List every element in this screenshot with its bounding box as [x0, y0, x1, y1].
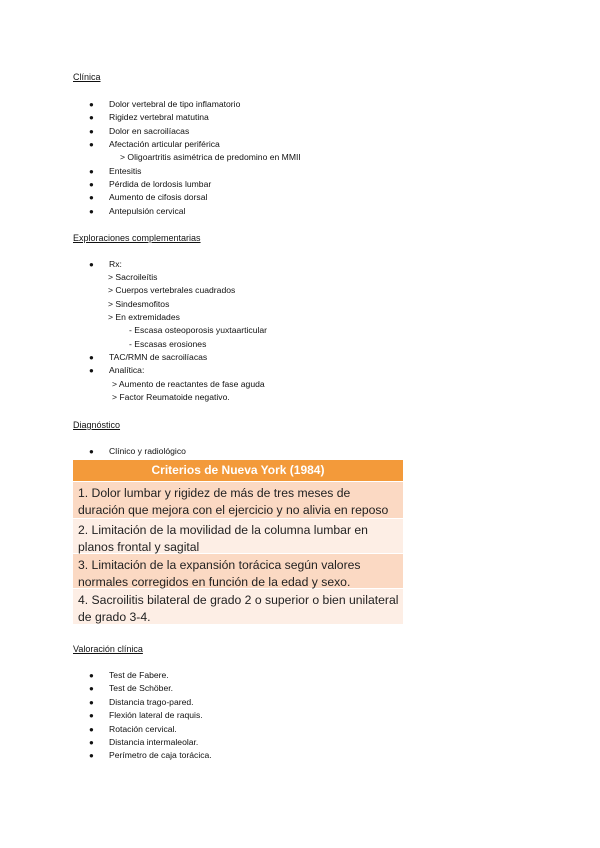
list-item: ● Analítica:: [0, 364, 207, 377]
bullet-icon: ●: [89, 179, 94, 189]
heading-exploraciones: Exploraciones complementarias: [73, 233, 201, 243]
clinica-list-cont: [0, 165, 211, 219]
list-item: ● Distancia intermaleolar.: [0, 736, 212, 749]
bullet-icon: ●: [89, 353, 94, 362]
bullet-icon: ●: [89, 447, 94, 456]
bullet-icon: ●: [89, 737, 94, 747]
list-item: ● Test de Fabere.: [0, 669, 212, 682]
bullet-icon: ●: [89, 711, 94, 721]
criteria-row: 1. Dolor lumbar y rigidez de más de tres meses de duración que mejora con el ejercicio y no alivia en reposo: [73, 481, 403, 518]
exploraciones-list: [0, 351, 207, 378]
criteria-row: 3. Limitación de la expansión torácica según valores normales corregidos en función de la edad y sexo.: [73, 553, 403, 588]
list-item: ● Flexión lateral de raquis.: [0, 709, 212, 722]
list-item: ● Aumento de cifosis dorsal: [0, 191, 211, 204]
sub-item-oligoartritis: > Oligoartritis asimétrica de predomino en MMII: [120, 152, 301, 162]
sub-item-sacroileitis: > Sacroileítis: [108, 272, 158, 282]
sub-item-reactantes: > Aumento de reactantes de fase aguda: [112, 379, 265, 389]
sub-item-factor-reumatoide: > Factor Reumatoide negativo.: [112, 392, 230, 403]
sub-item-cuerpos: > Cuerpos vertebrales cuadrados: [108, 285, 236, 296]
sub-sub-item-osteoporosis: - Escasa osteoporosis yuxtaarticular: [129, 325, 268, 336]
criteria-table: [73, 460, 403, 624]
bullet-icon: ●: [89, 140, 94, 150]
bullet-icon: ●: [89, 126, 94, 136]
bullet-icon: ●: [89, 697, 94, 707]
bullet-icon: ●: [89, 166, 94, 176]
list-item: ● TAC/RMN de sacroilíacas: [0, 351, 207, 364]
bullet-icon: ●: [89, 260, 94, 269]
clinica-list: [0, 98, 240, 152]
bullet-icon: ●: [89, 671, 94, 680]
bullet-icon: ●: [89, 366, 94, 376]
list-item: ● Rotación cervical.: [0, 723, 212, 736]
bullet-icon: ●: [89, 724, 94, 734]
list-item: ● Pérdida de lordosis lumbar: [0, 178, 211, 191]
list-item: ● Distancia trago-pared.: [0, 696, 212, 709]
list-item: ● Rx:: [0, 258, 122, 271]
bullet-icon: ●: [89, 193, 94, 203]
criteria-table-title: Criterios de Nueva York (1984): [73, 460, 403, 481]
list-item: ● Dolor vertebral de tipo inflamatorio: [0, 98, 240, 111]
criteria-row: 2. Limitación de la movilidad de la columna lumbar en planos frontal y sagital: [73, 518, 403, 553]
criteria-row: 4. Sacroilitis bilateral de grado 2 o superior o bien unilateral de grado 3-4.: [73, 588, 403, 624]
bullet-icon: ●: [89, 751, 94, 761]
diagnostico-list: [0, 445, 186, 458]
bullet-icon: ●: [89, 100, 94, 109]
bullet-icon: ●: [89, 684, 94, 694]
list-item: ● Test de Schöber.: [0, 682, 212, 695]
heading-diagnostico: Diagnóstico: [73, 420, 121, 430]
list-item: ● Afectación articular periférica: [0, 138, 240, 151]
bullet-icon: ●: [89, 113, 94, 123]
list-item: ● Entesitis: [0, 165, 211, 178]
list-item: ● Antepulsión cervical: [0, 205, 211, 218]
exploraciones-rx: [0, 258, 122, 271]
heading-valoracion: Valoración clínica: [73, 644, 143, 654]
list-item: ● Clínico y radiológico: [0, 445, 186, 458]
list-item: ● Perímetro de caja torácica.: [0, 749, 212, 762]
heading-clinica: Clínica: [73, 72, 101, 82]
bullet-icon: ●: [89, 206, 94, 216]
list-item: ● Dolor en sacroilíacas: [0, 125, 240, 138]
valoracion-list: [0, 669, 212, 763]
sub-item-extremidades: > En extremidades: [108, 311, 180, 322]
sub-item-sindesmofitos: > Sindesmofitos: [108, 298, 170, 309]
sub-sub-item-erosiones: - Escasas erosiones: [129, 338, 207, 349]
list-item: ● Rigidez vertebral matutina: [0, 111, 240, 124]
